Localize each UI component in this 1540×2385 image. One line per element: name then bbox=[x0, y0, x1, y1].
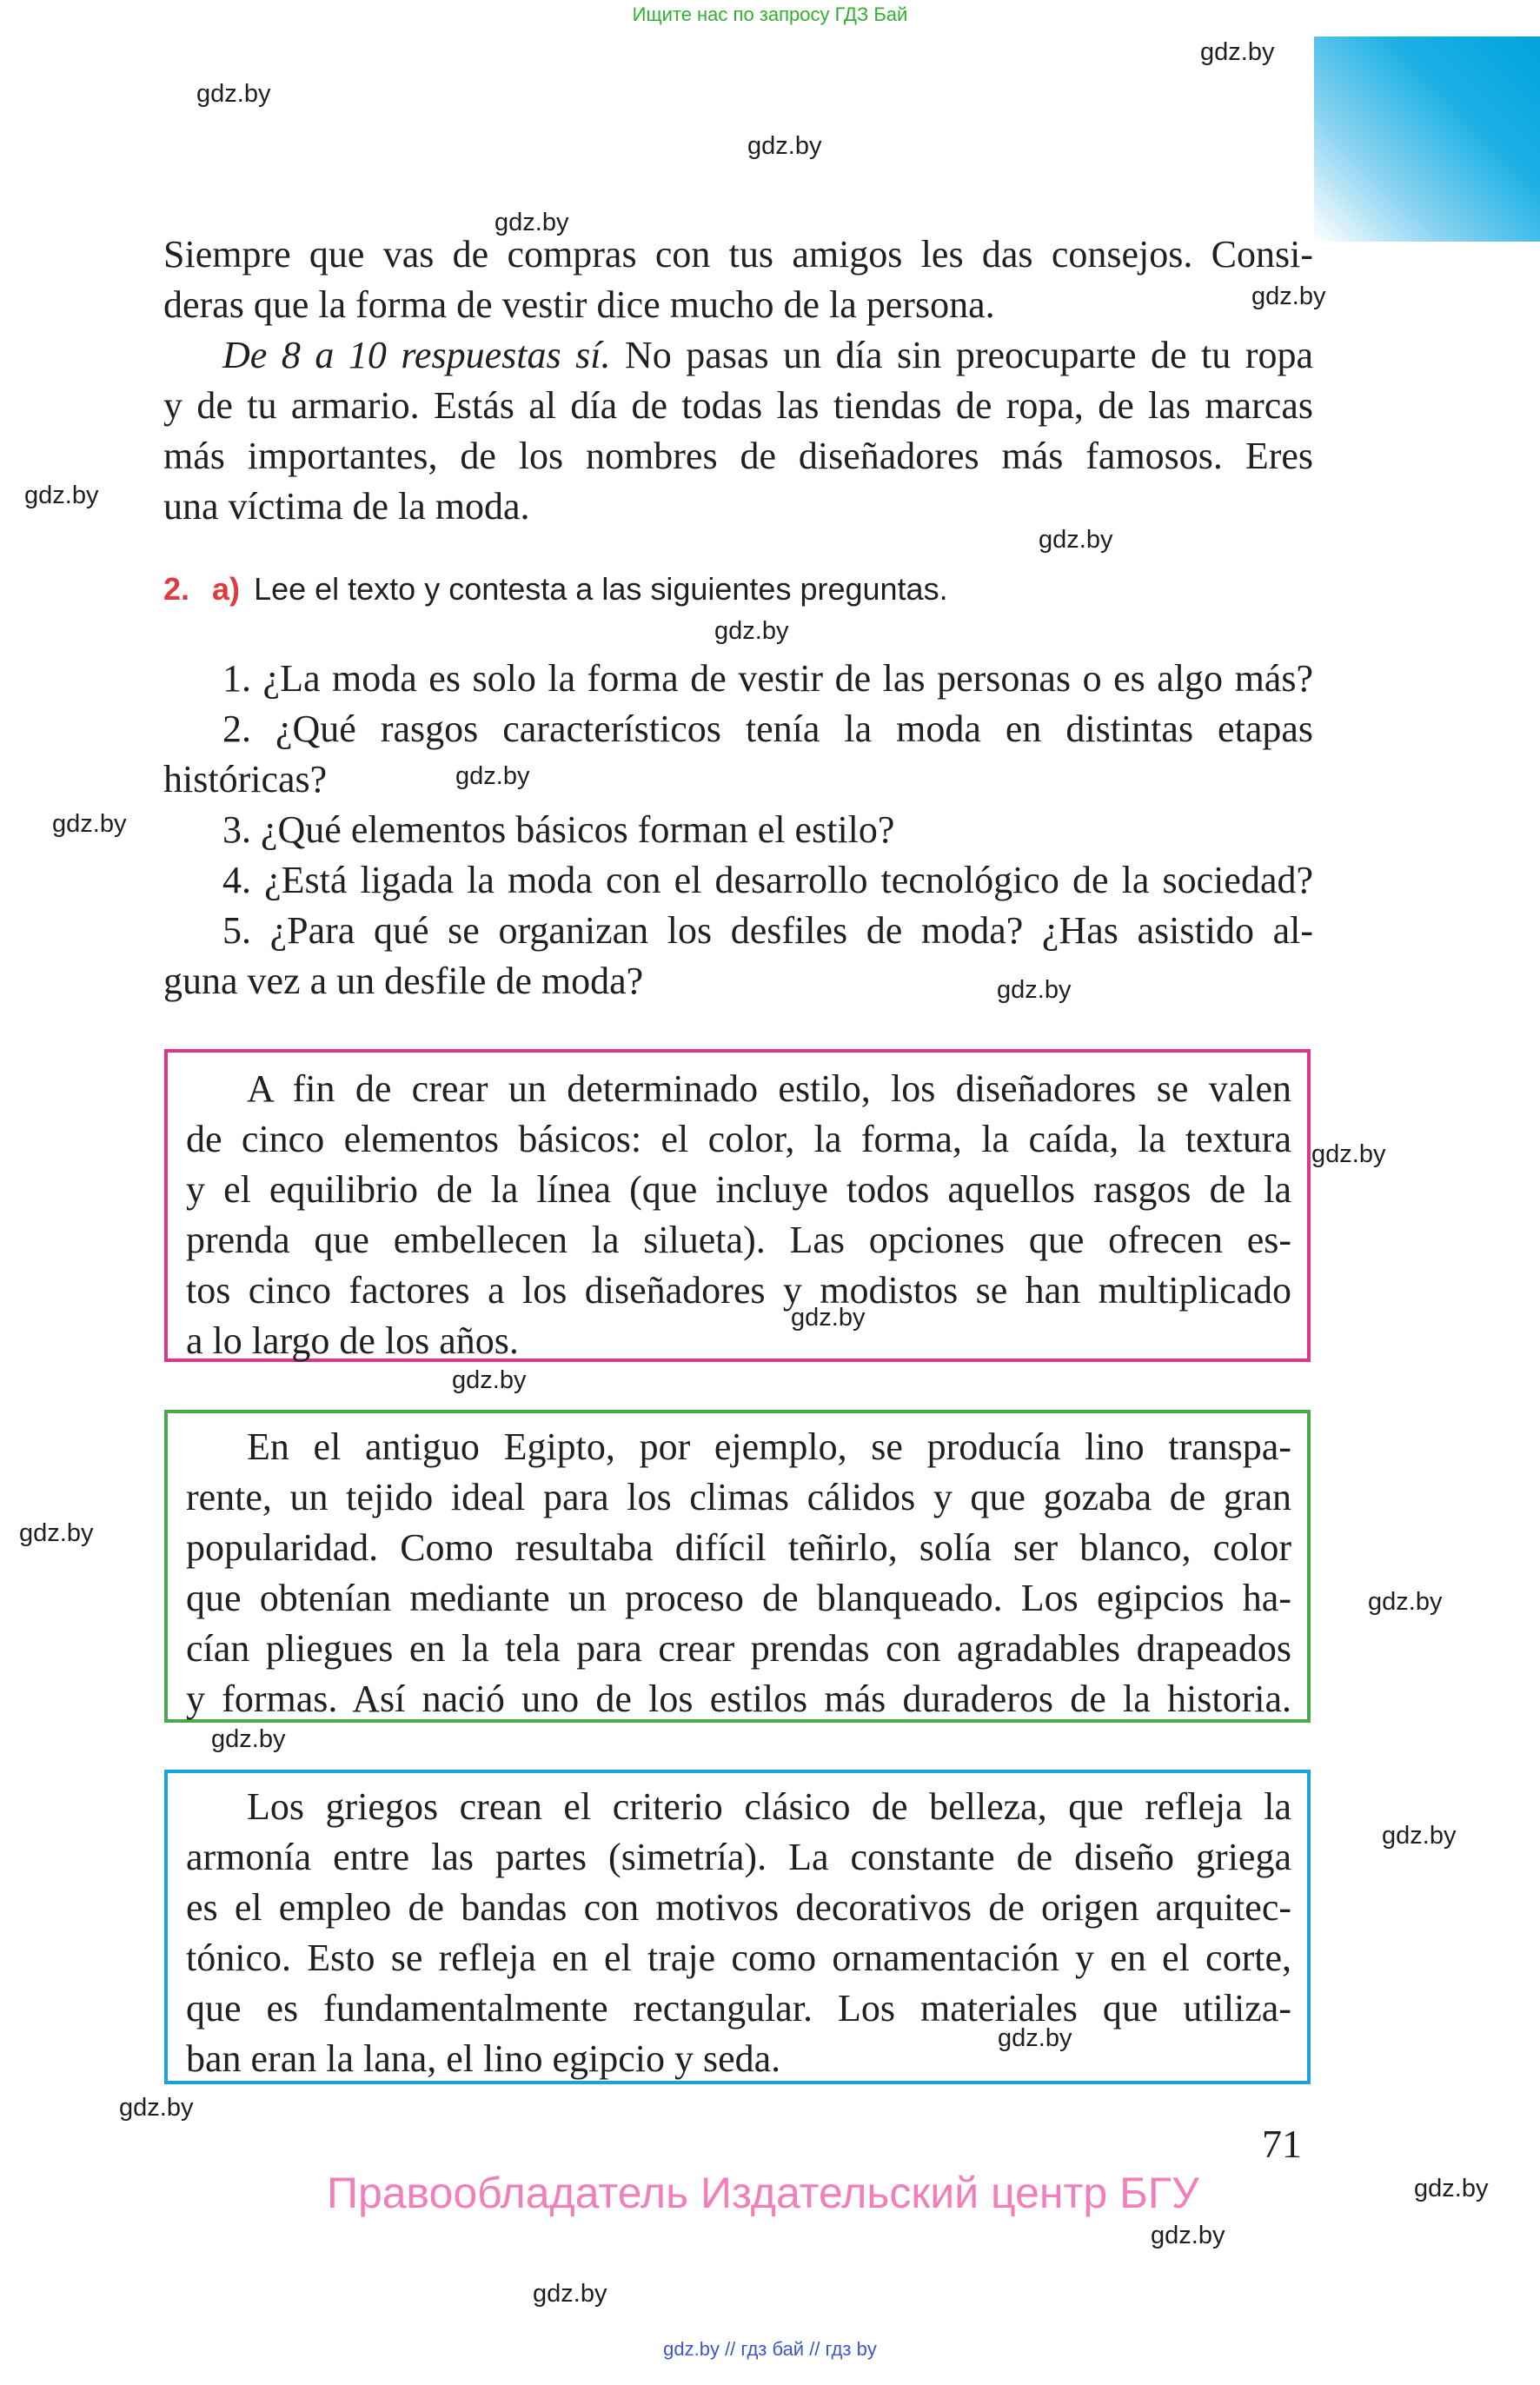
box-line: a lo largo de los años. bbox=[186, 1319, 519, 1362]
question-line: 4. ¿Está ligada la moda con el desarrollo tecnológico de la sociedad? bbox=[222, 859, 1313, 901]
watermark: gdz.by bbox=[211, 1725, 286, 1753]
task-heading bbox=[163, 570, 948, 608]
box-line: de cinco elementos básicos: el color, la forma, la caída, la textura bbox=[186, 1118, 1291, 1160]
watermark: gdz.by bbox=[24, 482, 99, 509]
watermark: gdz.by bbox=[119, 2094, 194, 2122]
box-line: tos cinco factores a los diseñadores y modistos se han multiplicado bbox=[186, 1269, 1291, 1312]
question-line: 5. ¿Para qué se organizan los desfiles de moda? ¿Has asistido al- bbox=[222, 909, 1313, 952]
box-line: y el equilibrio de la línea (que incluye todos aquellos rasgos de la bbox=[186, 1168, 1291, 1211]
watermark: gdz.by bbox=[533, 2280, 607, 2308]
watermark: gdz.by bbox=[714, 617, 789, 645]
result-line: y de tu armario. Estás al día de todas las tiendas de ropa, de las marcas bbox=[163, 384, 1313, 427]
box-line: y formas. Así nació uno de los estilos más duraderos de la historia. bbox=[186, 1677, 1291, 1720]
result-line: más importantes, de los nombres de diseñadores más famosos. Eres bbox=[163, 435, 1313, 477]
search-banner[interactable]: Ищите нас по запросу ГДЗ Бай bbox=[632, 3, 908, 25]
box-line: tónico. Esto se refleja en el traje como ornamentación y en el corte, bbox=[186, 1937, 1291, 1979]
watermark: gdz.by bbox=[998, 2024, 1072, 2052]
watermark: gdz.by bbox=[997, 976, 1072, 1004]
question-line: 2. ¿Qué rasgos característicos tenía la moda en distintas etapas bbox=[222, 708, 1313, 750]
text-box-pink bbox=[164, 1049, 1311, 1362]
box-line: A fin de crear un determinado estilo, los diseñadores se valen bbox=[247, 1067, 1291, 1110]
question-line: 1. ¿La moda es solo la forma de vestir de las personas o es algo más? bbox=[222, 657, 1313, 700]
watermark: gdz.by bbox=[1039, 526, 1113, 554]
watermark: gdz.by bbox=[196, 80, 271, 108]
watermark: gdz.by bbox=[495, 209, 569, 236]
watermark: gdz.by bbox=[1368, 1588, 1443, 1616]
corner-gradient-decoration bbox=[1314, 37, 1540, 242]
watermark: gdz.by bbox=[52, 810, 127, 838]
box-line: En el antiguo Egipto, por ejemplo, se producía lino transpa- bbox=[247, 1425, 1291, 1468]
box-line: armonía entre las partes (simetría). La constante de diseño griega bbox=[186, 1836, 1291, 1878]
watermark: gdz.by bbox=[452, 1366, 527, 1394]
page-number: 71 bbox=[1262, 2122, 1302, 2166]
result-line: una víctima de la moda. bbox=[163, 485, 530, 528]
question-line: históricas? bbox=[163, 758, 328, 801]
result-label: De 8 a 10 respuestas sí. bbox=[222, 334, 611, 376]
question-line: 3. ¿Qué elementos básicos forman el estilo? bbox=[222, 808, 895, 851]
watermark: gdz.by bbox=[747, 132, 822, 160]
watermark: gdz.by bbox=[19, 1519, 94, 1547]
task-instruction: Lee el texto y contesta a las siguientes preguntas. bbox=[254, 571, 948, 607]
box-line: ban eran la lana, el lino egipcio y seda. bbox=[186, 2037, 781, 2080]
watermark: gdz.by bbox=[1251, 282, 1326, 310]
result-first-line bbox=[222, 330, 1313, 381]
task-number: 2. bbox=[163, 571, 190, 607]
box-line: rente, un tejido ideal para los climas cálidos y que gozaba de gran bbox=[186, 1476, 1291, 1518]
box-line: que es fundamentalmente rectangular. Los materiales que utiliza- bbox=[186, 1987, 1291, 2030]
result-text: No pasas un día sin preocuparte de tu ropa bbox=[610, 334, 1313, 376]
task-letter: a) bbox=[212, 571, 241, 607]
box-line: Los griegos crean el criterio clásico de belleza, que refleja la bbox=[247, 1785, 1291, 1828]
watermark: gdz.by bbox=[1311, 1140, 1386, 1168]
box-line: popularidad. Como resultaba difícil teñirlo, solía ser blanco, color bbox=[186, 1526, 1291, 1569]
intro-line: deras que la forma de vestir dice mucho de la persona. bbox=[163, 283, 995, 326]
watermark: gdz.by bbox=[1151, 2222, 1225, 2249]
intro-line: Siempre que vas de compras con tus amigos les das consejos. Consi- bbox=[163, 233, 1313, 276]
box-line: prenda que embellecen la silueta). Las opciones que ofrecen es- bbox=[186, 1219, 1291, 1261]
watermark: gdz.by bbox=[1382, 1822, 1457, 1850]
watermark: gdz.by bbox=[791, 1304, 866, 1332]
text-box-green bbox=[164, 1410, 1311, 1723]
box-line: que obtenían mediante un proceso de blanqueado. Los egipcios ha- bbox=[186, 1577, 1291, 1619]
question-line: guna vez a un desfile de moda? bbox=[163, 960, 644, 1002]
watermark: gdz.by bbox=[1200, 38, 1275, 66]
footer-links[interactable]: gdz.by // гдз бай // гдз by bbox=[663, 2338, 877, 2360]
text-box-blue bbox=[164, 1770, 1311, 2084]
box-line: cían pliegues en la tela para crear prendas con agradables drapeados bbox=[186, 1627, 1291, 1670]
watermark: gdz.by bbox=[1414, 2175, 1489, 2202]
watermark: gdz.by bbox=[455, 762, 530, 790]
box-line: es el empleo de bandas con motivos decorativos de origen arquitec- bbox=[186, 1886, 1291, 1929]
copyright-notice: Правообладатель Издательский центр БГУ bbox=[327, 2169, 1199, 2217]
